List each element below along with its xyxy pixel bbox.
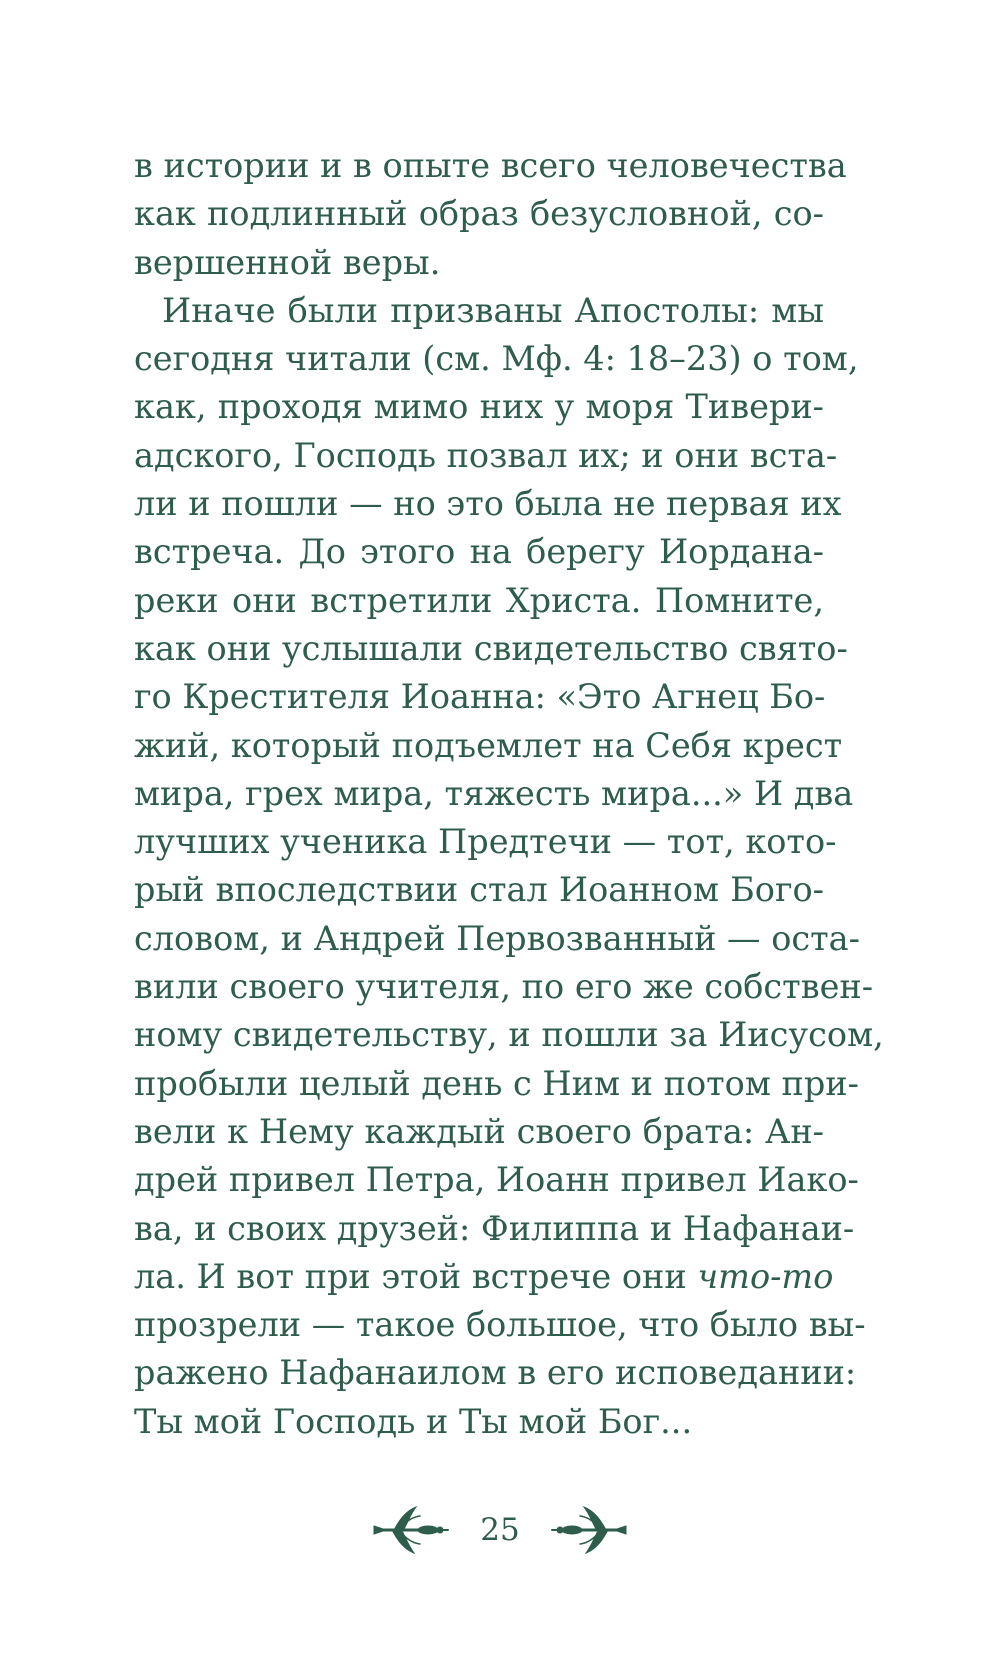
right-swallow-ornament-icon (550, 1505, 630, 1555)
text-line-21: вели к Нему каждый своего брата: Ан- (134, 1111, 824, 1151)
text-line-3: вершенной веры. (134, 242, 441, 282)
text-line-18: вили своего учителя, по его же собствен- (134, 967, 874, 1007)
text-line-4: Иначе были призваны Апостолы: мы (162, 290, 824, 330)
text-line-8: ли и пошли — но это была не первая их (134, 484, 842, 524)
text-line-24-start: ла. И вот при этой встрече они (134, 1256, 698, 1296)
body-text (134, 142, 884, 1446)
text-line-26: ражено Нафанаилом в его исповедании: (134, 1353, 857, 1393)
text-line-5: сегодня читали (см. Мф. 4: 18–23) о том, (134, 339, 859, 379)
text-line-20: пробыли целый день с Ним и потом при- (134, 1063, 859, 1103)
page-number: 25 (480, 1512, 520, 1548)
text-line-25: прозрели — такое большое, что было вы- (134, 1305, 866, 1345)
text-line-10: реки они встретили Христа. Помните, (134, 580, 824, 620)
text-line-22: дрей привел Петра, Иоанн привел Иако- (134, 1160, 859, 1200)
text-line-23: ва, и своих друзей: Филиппа и Нафанаи- (134, 1208, 855, 1248)
left-swallow-ornament-icon (370, 1505, 450, 1555)
page-footer (0, 1500, 1000, 1560)
text-line-24 (134, 1253, 834, 1301)
text-line-19: ному свидетельству, и пошли за Иисусом, (134, 1015, 884, 1055)
text-line-2: как подлинный образ безусловной, со- (134, 194, 824, 234)
text-line-7: адского, Господь позвал их; и они вста- (134, 435, 838, 475)
text-line-11: как они услышали свидетельство свято- (134, 628, 848, 668)
text-line-12: го Крестителя Иоанна: «Это Агнец Бо- (134, 677, 826, 717)
text-line-13: жий, который подъемлет на Себя крест (134, 725, 843, 765)
text-line-27: Ты мой Господь и Ты мой Бог... (134, 1401, 693, 1441)
italic-phrase: что-то (697, 1256, 834, 1296)
text-line-14: мира, грех мира, тяжесть мира...» И два (134, 773, 854, 813)
text-line-9: встреча. До этого на берегу Иордана- (134, 532, 824, 572)
text-line-1: в истории и в опыте всего человечества (134, 146, 847, 185)
text-line-6: как, проходя мимо них у моря Тивери- (134, 387, 824, 427)
text-line-16: рый впоследствии стал Иоанном Бого- (134, 870, 824, 910)
text-line-17: словом, и Андрей Первозванный — оста- (134, 918, 860, 958)
text-line-15: лучших ученика Предтечи — тот, кото- (134, 822, 837, 862)
